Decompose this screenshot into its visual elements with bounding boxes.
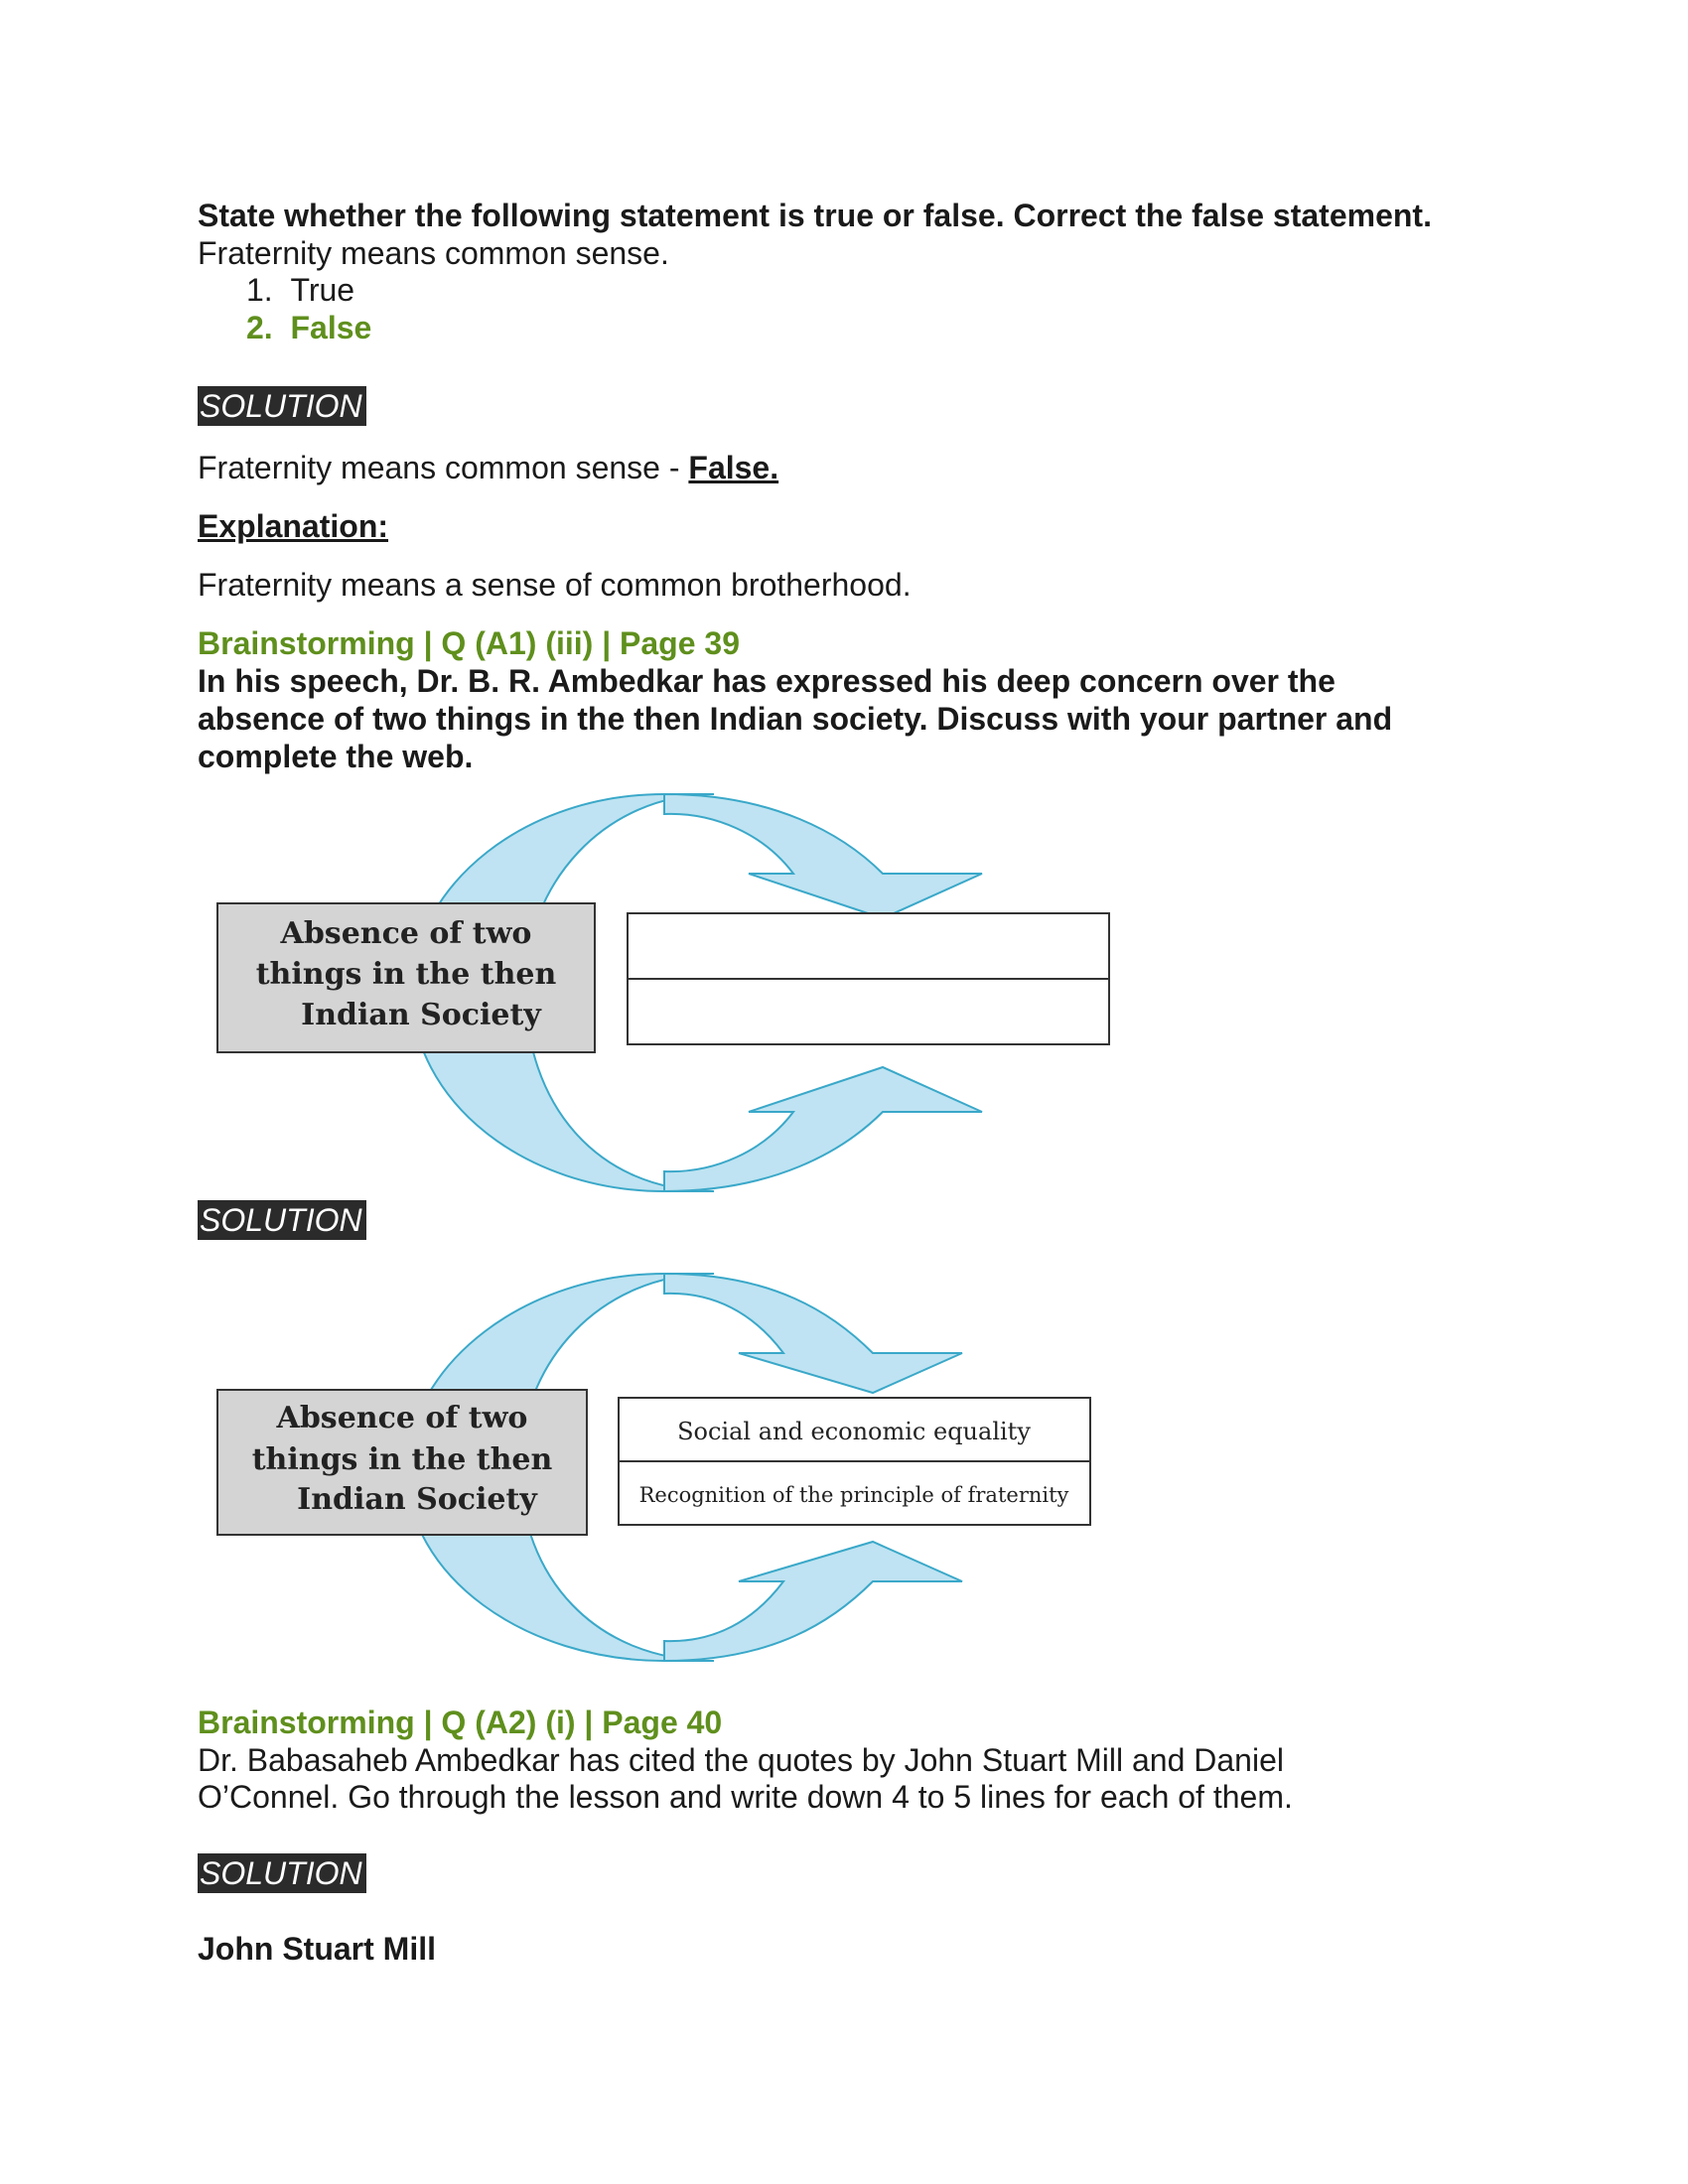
q3-question-line-1: Dr. Babasaheb Ambedkar has cited the quotes by John Stuart Mill and Daniel <box>198 1742 1284 1778</box>
option-number: 2. <box>246 310 273 345</box>
answer-boxes <box>619 1398 1090 1525</box>
option-label: True <box>290 272 355 308</box>
label-line-2: things in the then <box>255 957 557 992</box>
q1-answer <box>198 449 778 486</box>
solution-badge: SOLUTION <box>198 1200 366 1240</box>
answer-text: Fraternity means common sense - <box>198 450 689 485</box>
q1-heading: State whether the following statement is true or false. Correct the false statement. <box>198 198 1432 233</box>
label-line-3: Indian Society <box>297 1482 537 1517</box>
solution-badge: SOLUTION <box>198 386 366 426</box>
q3-subheading: John Stuart Mill <box>198 1931 436 1967</box>
explanation-text: Fraternity means a sense of common brotherhood. <box>198 567 912 603</box>
answer-value: False. <box>688 450 779 485</box>
label-line-3: Indian Society <box>301 998 541 1032</box>
option-label: False <box>290 310 372 345</box>
q2-question-line-2: absence of two things in the then Indian society. Discuss with your partner and <box>198 701 1393 737</box>
q2-question-line-1: In his speech, Dr. B. R. Ambedkar has expressed his deep concern over the <box>198 663 1336 699</box>
q2-source: Brainstorming | Q (A1) (iii) | Page 39 <box>198 625 740 661</box>
answer-1: Social and economic equality <box>677 1418 1031 1445</box>
option-number: 1. <box>246 272 273 308</box>
solution-badge: SOLUTION <box>198 1853 366 1893</box>
q3-source: Brainstorming | Q (A2) (i) | Page 40 <box>198 1705 723 1740</box>
label-line-2: things in the then <box>251 1442 553 1477</box>
q1-option-2-correct <box>246 309 371 346</box>
q2-question-line-3: complete the web. <box>198 739 474 774</box>
label-line-1: Absence of two <box>276 1401 528 1435</box>
q1-option-1 <box>246 271 354 309</box>
q1-statement: Fraternity means common sense. <box>198 235 669 271</box>
q3-question-line-2: O’Connel. Go through the lesson and write down 4 to 5 lines for each of them. <box>198 1779 1293 1815</box>
label-line-1: Absence of two <box>280 916 532 951</box>
answer-2: Recognition of the principle of fraternity <box>638 1483 1069 1507</box>
label-box <box>217 903 595 1052</box>
web-diagram-blank <box>198 774 1151 1211</box>
blank-answer-boxes <box>628 913 1109 1044</box>
explanation-heading: Explanation: <box>198 508 389 544</box>
label-box <box>217 1390 587 1535</box>
web-diagram-solution <box>198 1259 1151 1676</box>
